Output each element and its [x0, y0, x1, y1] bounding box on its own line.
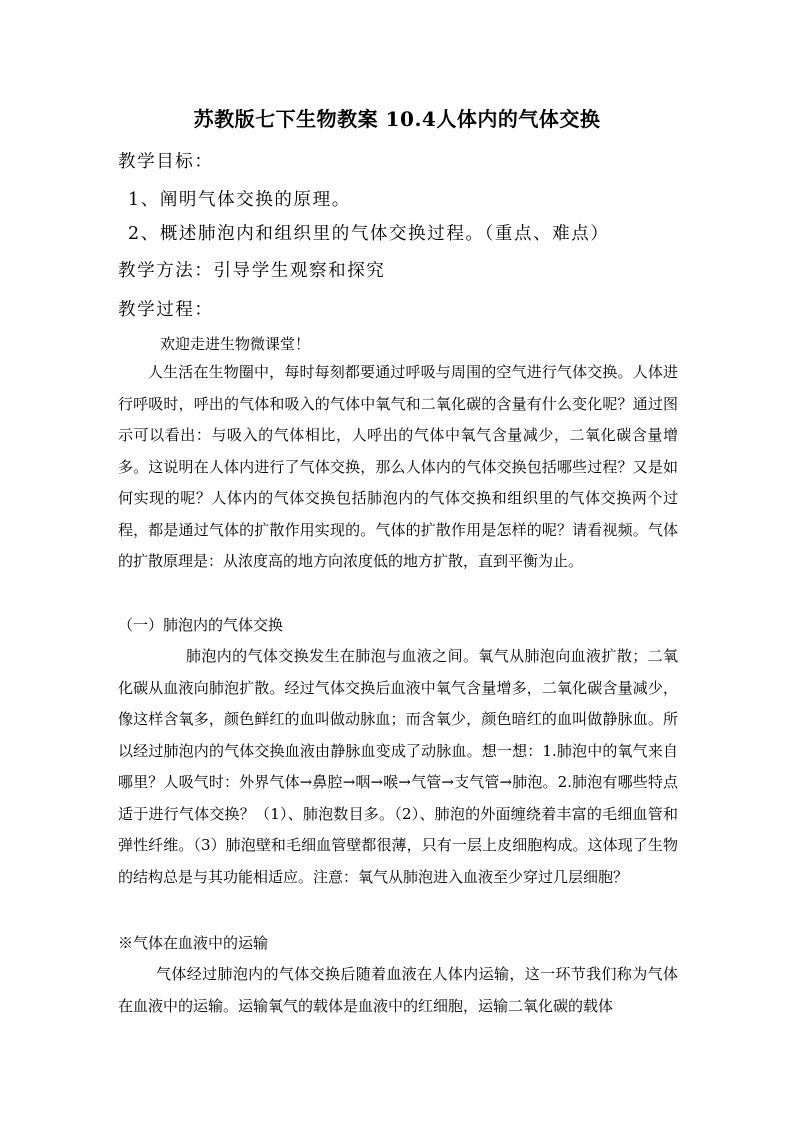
objective-item-2: 2、概述肺泡内和组织里的气体交换过程。（重点、难点） [128, 224, 610, 244]
section-1-heading: （一）肺泡内的气体交换 [118, 616, 284, 634]
section-1-paragraph: 肺泡内的气体交换发生在肺泡与血液之间。氧气从肺泡向血液扩散；二氧化碳从血液向肺泡扩散。经过气体交换后血液中氧气含量增多，二氧化碳含量减少，像这样含氧多，颜色鲜红的血叫做动脉血；而含氧少，颜色暗红的血叫做静脉血。所以经过肺泡内的气体交换血液由静脉血变成了动脉血。想一想：1.肺泡中的氧气来自哪里？人吸气时：外界气体→鼻腔→咽→喉→气管→支气管→肺泡。2.肺泡有哪些特点适于进行气体交换？（1）、肺泡数目多。（2）、肺泡的外面缠绕着丰富的毛细血管和弹性纤维。（3）肺泡壁和毛细血管壁都很薄，只有一层上皮细胞构成。这体现了生物的结构总是与其功能相适应。注意：氧气从肺泡进入血液至少穿过几层细胞？ [118, 647, 678, 886]
section-2-heading: ※气体在血液中的运输 [118, 934, 269, 952]
objective-item-1: 1、阐明气体交换的原理。 [128, 190, 351, 210]
process-heading: 教学过程： [118, 300, 214, 320]
objectives-heading: 教学目标： [118, 152, 214, 172]
intro-paragraph: 人生活在生物圈中，每时每刻都要通过呼吸与周围的空气进行气体交换。人体进行呼吸时，呼出的气体和吸入的气体中氧气和二氧化碳的含量有什么变化呢？通过图示可以看出：与吸入的气体相比，人呼出的气体中氧气含量减少，二氧化碳含量增多。这说明在人体内进行了气体交换，那么人体内的气体交换包括哪些过程？又是如何实现的呢？人体内的气体交换包括肺泡内的气体交换和组织里的气体交换两个过程，都是通过气体的扩散作用实现的。气体的扩散作用是怎样的呢？请看视频。气体的扩散原理是：从浓度高的地方向浓度低的地方扩散，直到平衡为止。 [118, 363, 678, 570]
section-2-paragraph: 气体经过肺泡内的气体交换后随着血液在人体内运输，这一环节我们称为气体在血液中的运输。运输氧气的载体是血液中的红细胞，运输二氧化碳的载体 [118, 965, 678, 1015]
document-title: 苏教版七下生物教案 10.4人体内的气体交换 [193, 107, 601, 131]
teaching-method: 教学方法：引导学生观察和探究 [118, 261, 386, 281]
welcome-line: 欢迎走进生物微课堂！ [160, 335, 311, 353]
